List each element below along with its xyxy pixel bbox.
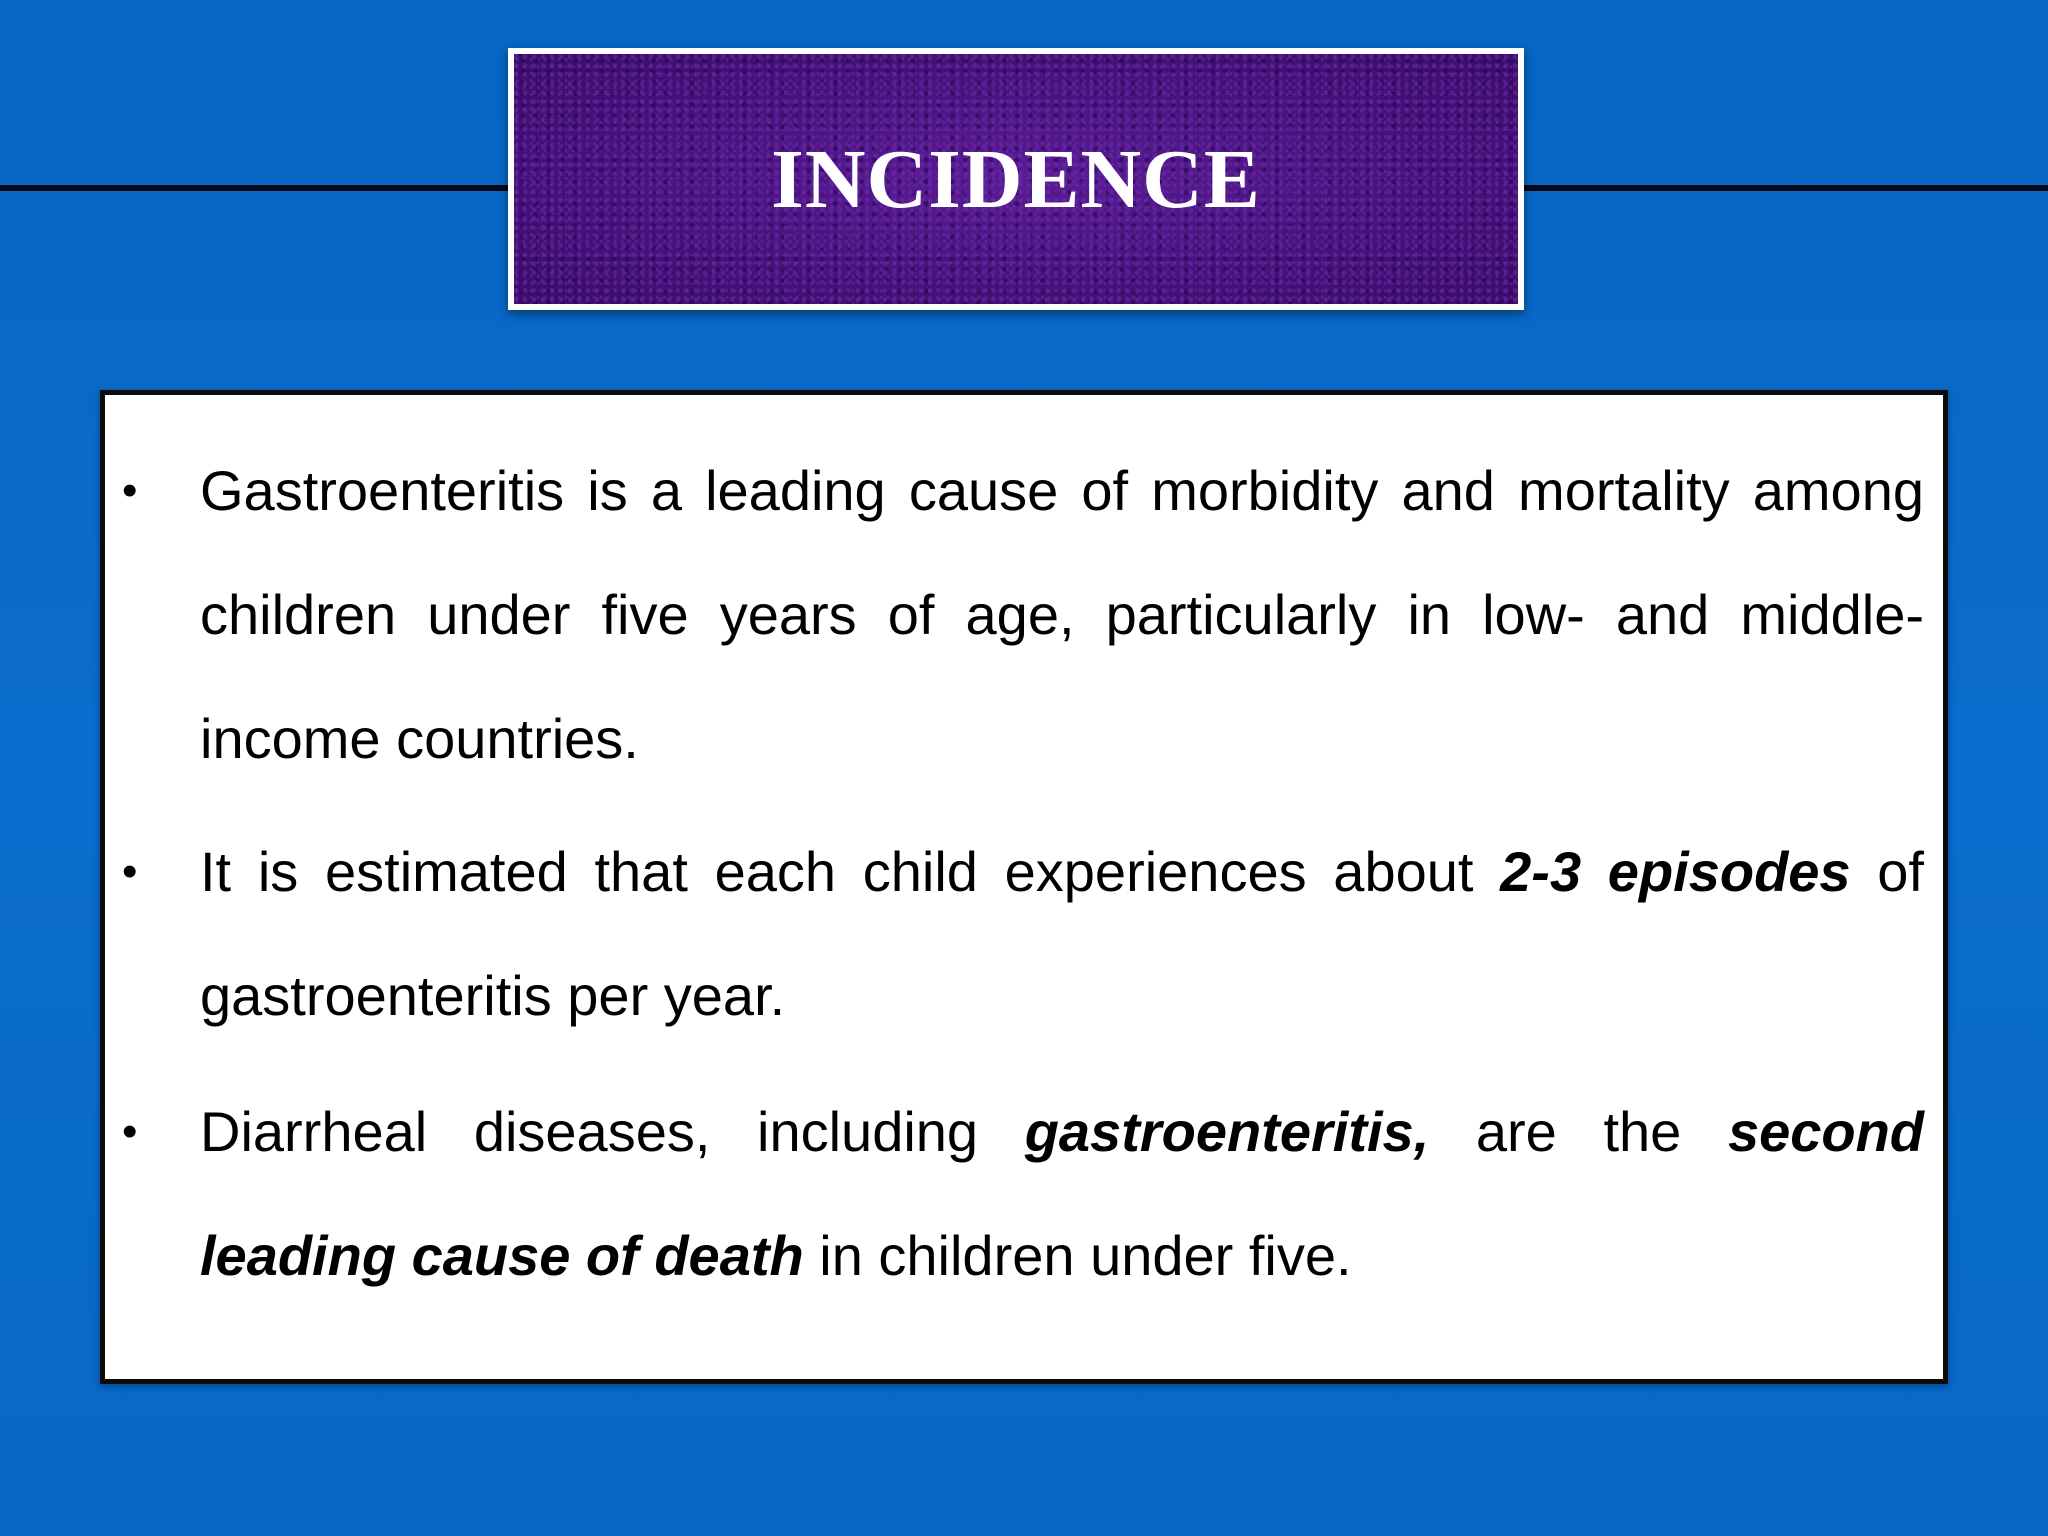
bullet-dot-icon: •	[122, 847, 138, 896]
bullet-item	[122, 1070, 1924, 1318]
bullet-emphasis: 2-3 episodes	[1500, 840, 1851, 903]
bullet-text	[200, 1070, 1924, 1318]
slide-title: INCIDENCE	[771, 132, 1261, 226]
bullet-text	[200, 810, 1924, 1058]
bullet-emphasis: gastroenteritis,	[1024, 1100, 1430, 1163]
bullet-item	[122, 810, 1924, 1058]
bullet-emphasis: second leading cause of death	[200, 1100, 1924, 1287]
bullet-text-segment: Diarrheal diseases, including	[200, 1100, 1025, 1163]
bullet-text-segment: Gastroenteritis is a leading cause of morbidity and mortality among children under five years of age, particularly in low- and middle-income countries.	[200, 459, 1924, 770]
bullet-text-segment: in children under five.	[803, 1224, 1352, 1287]
bullet-dot-icon: •	[122, 1107, 138, 1156]
bullet-dot-icon: •	[122, 466, 138, 515]
header-rule-right	[1520, 185, 2048, 191]
bullet-text-segment: are the	[1429, 1100, 1728, 1163]
bullet-text-segment: It is estimated that each child experiences about	[200, 840, 1501, 903]
title-banner	[508, 48, 1524, 310]
bullet-text-segment: of gastroenteritis per year.	[200, 840, 1924, 1027]
header-rule-left	[0, 185, 512, 191]
bullet-item	[122, 429, 1924, 801]
bullet-text	[200, 429, 1924, 801]
